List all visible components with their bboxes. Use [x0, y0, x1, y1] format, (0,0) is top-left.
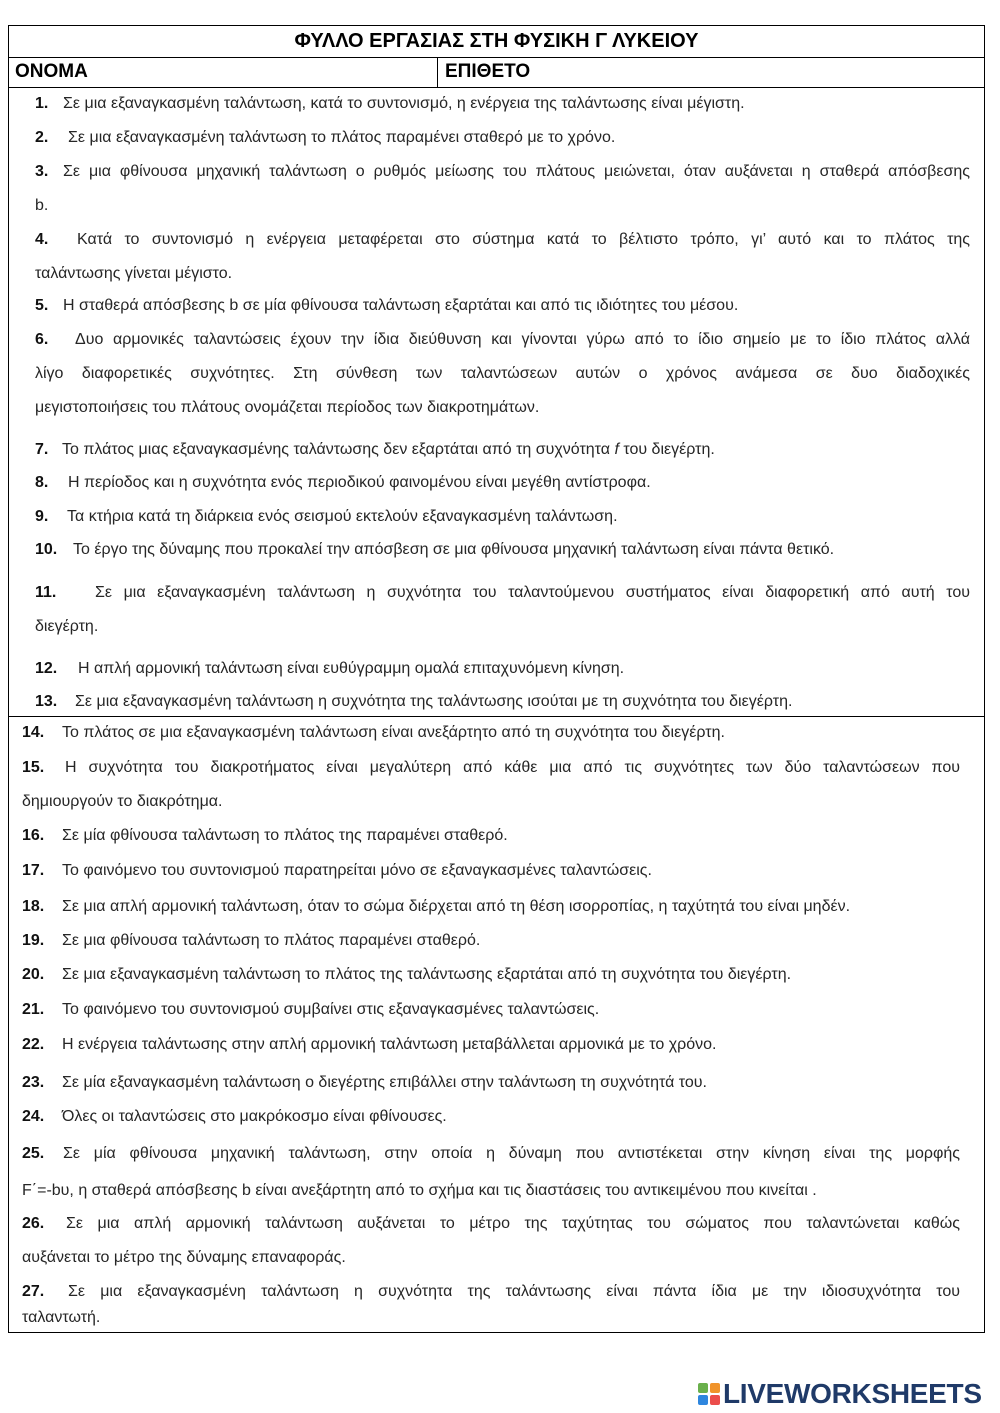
statement-line — [22, 924, 960, 958]
statement-text: διεγέρτη. — [35, 618, 99, 635]
statement-number: 10. — [35, 541, 58, 558]
statement-text: Το πλάτος μιας εξαναγκασμένης ταλάντωσης δεν εξαρτάται από τη συχνότητα — [62, 441, 615, 458]
logo-icon-cell — [698, 1395, 708, 1405]
statement-line — [35, 685, 970, 719]
statement-number: 15. — [22, 759, 45, 776]
statement-line — [35, 189, 970, 223]
statement-text: Σε μια εξαναγκασμένη ταλάντωση η συχνότητα του ταλαντούμενου συστήματος είναι διαφορετική από αυτή του — [95, 584, 970, 601]
statement-text: Κατά το συντονισμό η ενέργεια μεταφέρεται στο σύστημα κατά το βέλτιστο τρόπο, γι’ αυτό και το πλάτος της — [77, 231, 970, 248]
statement-text: αυξάνεται το μέτρο της δύναμης επαναφοράς. — [22, 1249, 346, 1266]
statement-line — [35, 533, 970, 567]
statement-line — [35, 357, 970, 391]
statement-item — [35, 500, 970, 534]
statement-item — [22, 716, 960, 750]
statement-line — [22, 716, 960, 750]
statement-text: Σε μια απλή αρμονική ταλάντωση αυξάνεται το μέτρο της ταχύτητας του σώματος που ταλαντώνεται καθώς — [66, 1215, 960, 1232]
statement-item — [22, 1028, 960, 1062]
statement-text: μεγιστοποιήσεις του πλάτους ονομάζεται περίοδος των διακροτημάτων. — [35, 399, 540, 416]
statement-item — [22, 890, 960, 924]
statement-text: Σε μια εξαναγκασμένη ταλάντωση η συχνότητα της ταλάντωσης ισούται με τη συχνότητα του διεγέρτη. — [75, 693, 793, 710]
statement-number: 19. — [22, 932, 45, 949]
statement-text: Η περίοδος και η συχνότητα ενός περιοδικού φαινομένου είναι μεγέθη αντίστροφα. — [68, 474, 651, 491]
statement-text: Σε μια φθίνουσα ταλάντωση το πλάτος παραμένει σταθερό. — [62, 932, 481, 949]
statement-number: 4. — [35, 231, 49, 248]
statement-number: 25. — [22, 1145, 45, 1162]
statement-line — [35, 466, 970, 500]
statement-number: 23. — [22, 1074, 45, 1091]
statement-number: 6. — [35, 331, 49, 348]
statement-item — [35, 433, 970, 467]
statement-line — [22, 1305, 960, 1331]
statement-item — [22, 1135, 960, 1209]
statement-item — [22, 751, 960, 819]
statement-text: δημιουργούν το διακρότημα. — [22, 793, 223, 810]
statement-number: 8. — [35, 474, 49, 491]
statement-number: 21. — [22, 1001, 45, 1018]
statement-line — [22, 1135, 960, 1172]
statement-text: Σε μια φθίνουσα μηχανική ταλάντωση ο ρυθμός μείωσης του πλάτους μειώνεται, όταν αυξάνεται η σταθερά απόσβεσης — [63, 163, 970, 180]
statement-item — [35, 323, 970, 425]
statement-text: Σε μία φθίνουσα ταλάντωση το πλάτος της παραμένει σταθερό. — [62, 827, 508, 844]
statement-item — [22, 854, 960, 888]
statement-text: Όλες οι ταλαντώσεις στο μακρόκοσμο είναι φθίνουσες. — [62, 1108, 447, 1125]
statement-line — [22, 1100, 960, 1134]
fields-column-divider — [437, 57, 438, 87]
statement-number: 17. — [22, 862, 45, 879]
statement-number: 9. — [35, 508, 49, 525]
statement-line — [35, 87, 970, 121]
statement-number: 16. — [22, 827, 45, 844]
statement-item — [35, 223, 970, 291]
statement-line — [35, 433, 970, 467]
statement-number: 2. — [35, 129, 49, 146]
statement-text: του διεγέρτη. — [618, 441, 715, 458]
statement-text: Το φαινόμενο του συντονισμού συμβαίνει στις εξαναγκασμένες ταλαντώσεις. — [62, 1001, 600, 1018]
statement-item — [35, 576, 970, 644]
statement-line — [35, 121, 970, 155]
statement-item — [22, 1207, 960, 1275]
frequency-symbol: f — [614, 441, 619, 458]
statement-item — [22, 993, 960, 1027]
statement-text: Σε μια εξαναγκασμένη ταλάντωση το πλάτος παραμένει σταθερό με το χρόνο. — [68, 129, 616, 146]
statement-line — [35, 652, 970, 686]
statement-line — [35, 223, 970, 257]
name-label: ΟΝΟΜΑ — [15, 61, 88, 82]
statement-number: 13. — [35, 693, 58, 710]
statement-line — [22, 993, 960, 1027]
statement-line — [22, 958, 960, 992]
surname-label: ΕΠΙΘΕΤΟ — [445, 61, 531, 82]
liveworksheets-logo-icon — [698, 1383, 720, 1405]
statement-text: F΄=-bυ, η σταθερά απόσβεσης b είναι ανεξάρτητη από το σχήμα και τις διαστάσεις του αντικειμένου που κινείται . — [22, 1182, 817, 1199]
statement-item — [35, 87, 970, 121]
statement-line — [35, 155, 970, 189]
statement-item — [35, 155, 970, 223]
statement-line — [35, 576, 970, 610]
statement-line — [35, 610, 970, 644]
statement-line — [35, 323, 970, 357]
statement-line — [22, 1207, 960, 1241]
statement-item — [22, 819, 960, 853]
statement-line — [22, 1066, 960, 1100]
statement-line — [35, 289, 970, 323]
statement-number: 24. — [22, 1108, 45, 1125]
statement-text: Τα κτήρια κατά τη διάρκεια ενός σεισμού εκτελούν εξαναγκασμένη ταλάντωση. — [67, 508, 618, 525]
statement-line — [22, 1172, 960, 1209]
statement-text: ταλαντωτή. — [22, 1309, 101, 1326]
statement-text: Η ενέργεια ταλάντωσης στην απλή αρμονική ταλάντωση μεταβάλλεται αρμονικά με το χρόνο. — [62, 1036, 717, 1053]
statement-item — [35, 121, 970, 155]
statement-number: 7. — [35, 441, 49, 458]
statement-line — [22, 785, 960, 819]
logo-icon-cell — [710, 1395, 720, 1405]
statement-text: b. — [35, 197, 49, 214]
logo-icon-cell — [710, 1383, 720, 1393]
statement-item — [35, 466, 970, 500]
statement-line — [22, 854, 960, 888]
statement-number: 3. — [35, 163, 49, 180]
statement-number: 22. — [22, 1036, 45, 1053]
statement-line — [35, 391, 970, 425]
statement-text: ταλάντωσης γίνεται μέγιστο. — [35, 265, 233, 282]
statement-item — [22, 1066, 960, 1100]
statement-line — [22, 1241, 960, 1275]
statement-line — [22, 819, 960, 853]
statement-text: Σε μία εξαναγκασμένη ταλάντωση ο διεγέρτης επιβάλλει στην ταλάντωση τη συχνότητά του. — [62, 1074, 707, 1091]
statement-text: Η συχνότητα του διακροτήματος είναι μεγαλύτερη από κάθε μια από τις συχνότητες των δύο ταλαντώσεων που — [65, 759, 960, 776]
statement-number: 26. — [22, 1215, 45, 1232]
statement-number: 11. — [35, 584, 57, 601]
statement-line — [22, 751, 960, 785]
statement-text: Σε μια εξαναγκασμένη ταλάντωση η συχνότητα της ταλάντωσης είναι πάντα ίδια με την ιδιοσυχνότητα του — [68, 1283, 960, 1300]
statement-item — [35, 652, 970, 686]
statement-line — [22, 890, 960, 924]
statement-text: Η σταθερά απόσβεσης b σε μία φθίνουσα ταλάντωση εξαρτάται και από τις ιδιότητες του μέσου. — [63, 297, 739, 314]
statement-item — [35, 289, 970, 323]
statement-number: 5. — [35, 297, 49, 314]
statement-number: 27. — [22, 1283, 45, 1300]
statement-line — [35, 257, 970, 291]
liveworksheets-logo — [698, 1379, 990, 1409]
statement-item — [22, 924, 960, 958]
statement-item — [22, 1279, 960, 1331]
statement-number: 14. — [22, 724, 45, 741]
statement-text: Δυο αρμονικές ταλαντώσεις έχουν την ίδια διεύθυνση και γίνονται γύρω από το ίδιο σημείο με το ίδιο πλάτος αλλά — [75, 331, 970, 348]
statement-line — [22, 1028, 960, 1062]
statement-number: 20. — [22, 966, 45, 983]
statement-text: Σε μια εξαναγκασμένη ταλάντωση το πλάτος της ταλάντωσης εξαρτάται από τη συχνότητα του διεγέρτη. — [62, 966, 792, 983]
statement-text: Σε μια εξαναγκασμένη ταλάντωση, κατά το συντονισμό, η ενέργεια της ταλάντωσης είναι μέγιστη. — [63, 95, 745, 112]
statement-text: Το έργο της δύναμης που προκαλεί την απόσβεση σε μια φθίνουσα μηχανική ταλάντωση είναι πάντα θετικό. — [73, 541, 835, 558]
statement-text: Σε μια απλή αρμονική ταλάντωση, όταν το σώμα διέρχεται από τη θέση ισορροπίας, η ταχύτητά του είναι μηδέν. — [62, 898, 851, 915]
statement-number: 18. — [22, 898, 45, 915]
logo-text: LIVEWORKSHEETS — [723, 1378, 982, 1409]
statement-text: Η απλή αρμονική ταλάντωση είναι ευθύγραμμη ομαλά επιταχυνόμενη κίνηση. — [78, 660, 625, 677]
statement-number: 12. — [35, 660, 58, 677]
statement-line — [22, 1279, 960, 1305]
statement-text: Το πλάτος σε μια εξαναγκασμένη ταλάντωση είναι ανεξάρτητο από τη συχνότητα του διεγέρτη. — [62, 724, 725, 741]
statement-item — [22, 958, 960, 992]
statement-item — [35, 533, 970, 567]
statement-number: 1. — [35, 95, 49, 112]
statement-item — [22, 1100, 960, 1134]
statement-text: Σε μία φθίνουσα μηχανική ταλάντωση, στην οποία η δύναμη που αντιστέκεται στην κίνηση είναι της μορφής — [63, 1145, 960, 1162]
page-title: ΦΥΛΛΟ ΕΡΓΑΣΙΑΣ ΣΤΗ ΦΥΣΙΚΗ Γ ΛΥΚΕΙΟΥ — [294, 30, 699, 52]
statement-text: λίγο διαφορετικές συχνότητες. Στη σύνθεση των ταλαντώσεων αυτών ο χρόνος ανάμεσα σε δυο διαδοχικές — [35, 365, 970, 382]
statement-text: Το φαινόμενο του συντονισμού παρατηρείται μόνο σε εξαναγκασμένες ταλαντώσεις. — [62, 862, 652, 879]
statement-line — [35, 500, 970, 534]
statement-item — [35, 685, 970, 719]
logo-icon-cell — [698, 1383, 708, 1393]
